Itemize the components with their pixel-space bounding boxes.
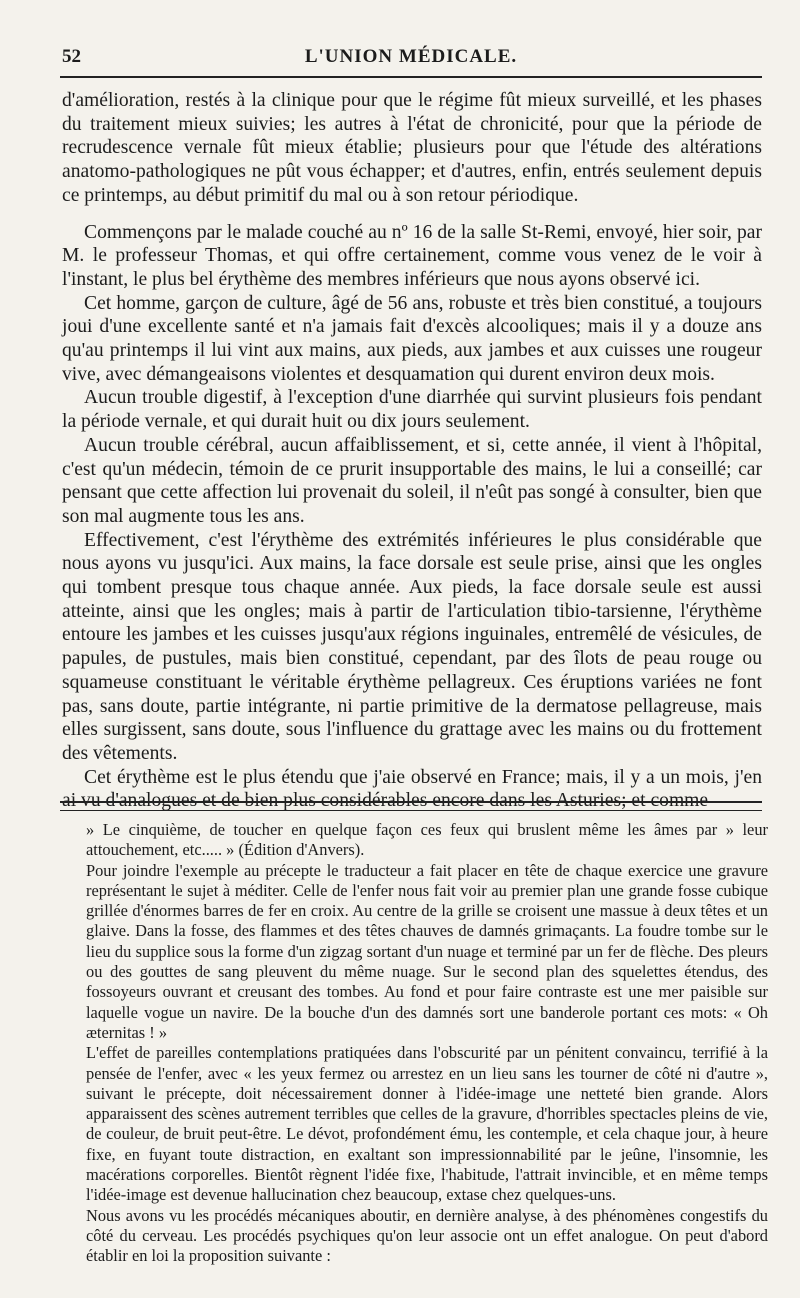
- paragraph: Commençons par le malade couché au nº 16 de la salle St-Remi, envoyé, hier soir, par M. le professeur Thomas, et qui offre certainement, comme vous venez de le voir à l'instant, le plus bel érythème des membres inférieurs que nous ayons observé ici.: [62, 221, 762, 290]
- page-header: [60, 42, 762, 72]
- paragraph: Cet homme, garçon de culture, âgé de 56 ans, robuste et très bien constitué, a toujours joui d'une excellente santé et n'a jamais fait d'excès alcooliques; mais il y a douze ans qu'au printemps il lui vint aux mains, aux pieds, aux jambes et aux cuisses une rougeur vive, avec démangeaisons violentes et desquamation qui durent environ deux mois.: [62, 292, 762, 385]
- footnote-separator: [60, 801, 762, 811]
- paragraph: Cet érythème est le plus étendu que j'aie observé en France; mais, il y a un mois, j'en ai vu d'analogues et de bien plus considérables encore dans les Asturies; et comme: [62, 766, 762, 812]
- footnote-paragraph: L'effet de pareilles contemplations pratiquées dans l'obscurité par un pénitent convaincu, terrifié à la pensée de l'enfer, avec « les yeux fermez ou arrestez en un lieu sans les tourner de côté ni d'autre », suivant le précepte, doit nécessairement donner à l'idée-image une netteté bien grande. Alors apparaissent des scènes autrement terribles que celles de la gravure, d'horribles spectacles pleins de vie, de couleur, de bruit peut-être. Le dévot, profondément ému, les contemple, et cela chaque jour, à heure fixe, en fuyant toute distraction, en exaltant son impressionnabilité par le jeûne, l'insomnie, les macérations corporelles. Bientôt règnent l'idée fixe, l'habitude, l'attrait invincible, et en même temps l'idée-image est devenue hallucination chez beaucoup, extase chez quelques-uns.: [86, 1043, 768, 1205]
- paragraph: Aucun trouble digestif, à l'exception d'une diarrhée qui survint plusieurs fois pendant la période vernale, et qui durait huit ou dix jours seulement.: [62, 387, 762, 433]
- footnote-paragraph: Pour joindre l'exemple au précepte le traducteur a fait placer en tête de chaque exercice une gravure représentant le sujet à méditer. Celle de l'enfer nous fait voir au premier plan une grande fosse cubique grillée d'énormes barres de fer en croix. Au centre de la grille se croisent une massue à deux têtes et un glaive. Dans la fosse, des flammes et des têtes chauves de damnés grimaçants. La foudre tombe sur le lieu du supplice sous la forme d'un zigzag sortant d'un nuage et terminé par un fer de flèche. Des pleurs ou des gouttes de sang pleuvent du même nuage. Sur le second plan des squelettes étendus, des fossoyeurs ouvrant et creusant des tombes. Au fond et pour faire contraste est une mer paisible sur laquelle vogue un navire. De la bouche d'un des damnés sort une banderole portant ces mots: « Oh æternitas ! »: [86, 860, 768, 1042]
- paragraph: d'amélioration, restés à la clinique pour que le régime fût mieux surveillé, et les phases du traitement mieux suivies; les autres à l'état de chronicité, pour que la période de recrudescence vernale fût mieux établie; plusieurs pour que l'étude des altérations anatomo-pathologiques ne pût vous échapper; et d'autres, enfin, entrés seulement depuis ce printemps, au début primitif du mal ou à son retour périodique.: [62, 90, 762, 206]
- journal-title: L'UNION MÉDICALE.: [304, 46, 518, 67]
- page-number: 52: [62, 46, 81, 67]
- paragraph: Effectivement, c'est l'érythème des extrémités inférieures le plus considérable que nous ayons vu jusqu'ici. Aux mains, la face dorsale est seule prise, ainsi que les ongles qui tombent presque tous chaque année. Aux pieds, la face dorsale seule est aussi atteinte, ainsi que les ongles; mais à partir de l'articulation tibio-tarsienne, l'érythème entoure les jambes et les cuisses jusqu'aux régions inguinales, entremêlé de vésicules, de papules, de pustules, mais bien constitué, cependant, par des îlots de peau rouge ou squameuse constituant le véritable érythème pellagreux. Ces éruptions variées ne font pas, sans doute, partie intégrante, ni partie primitive de la dermatose pellagreuse, mais elles surgissent, sans doute, sous l'influence du grattage avec les mains ou du frottement des vêtements.: [62, 529, 762, 764]
- header-rule: [60, 76, 762, 78]
- main-text: [62, 89, 762, 813]
- footnote-paragraph: Nous avons vu les procédés mécaniques aboutir, en dernière analyse, à des phénomènes congestifs du côté du cerveau. Les procédés psychiques qu'on leur associe ont un effet analogue. On peut d'abord établir en loi la proposition suivante :: [86, 1205, 768, 1266]
- footnote-text: [86, 820, 768, 1267]
- paragraph: Aucun trouble cérébral, aucun affaiblissement, et si, cette année, il vient à l'hôpital, c'est qu'un médecin, témoin de ce prurit insupportable des mains, le lui a conseillé; car pensant que cette affection lui provenait du soleil, il n'eût pas songé à consulter, bien que son mal augmente tous les ans.: [62, 434, 762, 527]
- footnote-paragraph: » Le cinquième, de toucher en quelque façon ces feux qui bruslent même les âmes par » leur attouchement, etc..... » (Édition d'Anvers).: [86, 820, 768, 860]
